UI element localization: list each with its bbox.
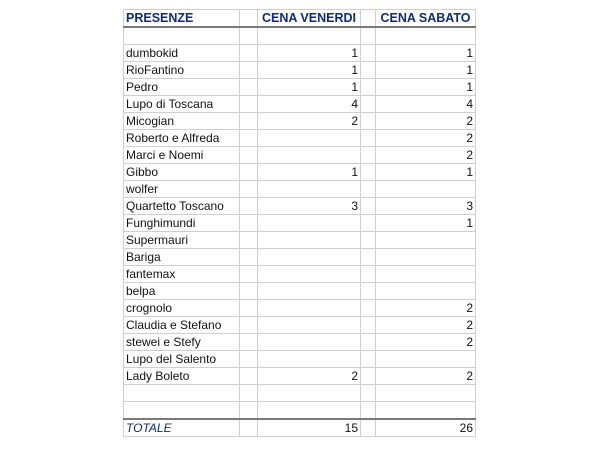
- empty-cell[interactable]: [258, 402, 361, 420]
- header-friday[interactable]: CENA VENERDI: [258, 10, 361, 28]
- empty-cell[interactable]: [240, 45, 258, 62]
- empty-cell[interactable]: [240, 266, 258, 283]
- saturday-count-cell[interactable]: 2: [376, 130, 476, 147]
- friday-count-cell[interactable]: [258, 215, 361, 232]
- table-row: [124, 232, 476, 249]
- empty-cell[interactable]: [240, 198, 258, 215]
- empty-cell[interactable]: [240, 215, 258, 232]
- empty-cell[interactable]: [361, 181, 376, 198]
- empty-cell[interactable]: [361, 266, 376, 283]
- table-row: [124, 300, 476, 317]
- empty-cell[interactable]: [240, 164, 258, 181]
- table-row: [124, 317, 476, 334]
- empty-cell[interactable]: [361, 113, 376, 130]
- guest-name-cell[interactable]: crognolo: [124, 300, 240, 317]
- guest-name-cell[interactable]: Pedro: [124, 79, 240, 96]
- guest-name-cell[interactable]: RioFantino: [124, 62, 240, 79]
- guest-name-cell[interactable]: Funghimundi: [124, 215, 240, 232]
- empty-cell[interactable]: [361, 10, 376, 28]
- empty-cell[interactable]: [361, 317, 376, 334]
- attendance-sheet: [123, 9, 476, 437]
- header-saturday[interactable]: CENA SABATO: [376, 10, 476, 28]
- empty-cell[interactable]: [240, 300, 258, 317]
- guest-name-cell[interactable]: Roberto e Alfreda: [124, 130, 240, 147]
- saturday-count-cell[interactable]: [376, 266, 476, 283]
- empty-cell[interactable]: [124, 27, 240, 45]
- empty-cell[interactable]: [361, 79, 376, 96]
- empty-cell[interactable]: [361, 130, 376, 147]
- saturday-count-cell[interactable]: [376, 232, 476, 249]
- guest-name-cell[interactable]: stewei e Stefy: [124, 334, 240, 351]
- guest-name-cell[interactable]: Claudia e Stefano: [124, 317, 240, 334]
- empty-cell[interactable]: [240, 232, 258, 249]
- saturday-count-cell[interactable]: 2: [376, 113, 476, 130]
- table-row: [124, 79, 476, 96]
- guest-name-cell[interactable]: Gibbo: [124, 164, 240, 181]
- saturday-count-cell[interactable]: [376, 249, 476, 266]
- blank-row: [124, 402, 476, 420]
- empty-cell[interactable]: [361, 283, 376, 300]
- empty-cell[interactable]: [240, 385, 258, 402]
- saturday-count-cell[interactable]: [376, 283, 476, 300]
- friday-total[interactable]: 15: [258, 419, 361, 437]
- saturday-count-cell[interactable]: 1: [376, 62, 476, 79]
- friday-count-cell[interactable]: [258, 334, 361, 351]
- saturday-count-cell[interactable]: [376, 181, 476, 198]
- friday-count-cell[interactable]: 2: [258, 113, 361, 130]
- table-row: [124, 351, 476, 368]
- empty-cell[interactable]: [240, 79, 258, 96]
- empty-cell[interactable]: [240, 402, 258, 420]
- guest-name-cell[interactable]: dumbokid: [124, 45, 240, 62]
- sheet-body: [124, 10, 476, 437]
- totals-row: [124, 419, 476, 437]
- empty-cell[interactable]: [376, 402, 476, 420]
- table-row: [124, 113, 476, 130]
- friday-count-cell[interactable]: [258, 232, 361, 249]
- empty-cell[interactable]: [124, 402, 240, 420]
- empty-cell[interactable]: [361, 249, 376, 266]
- empty-cell[interactable]: [240, 317, 258, 334]
- table-row: [124, 249, 476, 266]
- empty-cell[interactable]: [240, 249, 258, 266]
- empty-cell[interactable]: [124, 385, 240, 402]
- guest-name-cell[interactable]: Micogian: [124, 113, 240, 130]
- empty-cell[interactable]: [240, 419, 258, 437]
- empty-cell[interactable]: [258, 385, 361, 402]
- table-row: [124, 130, 476, 147]
- empty-cell[interactable]: [361, 402, 376, 420]
- empty-cell[interactable]: [240, 96, 258, 113]
- header-name[interactable]: PRESENZE: [124, 10, 240, 28]
- table-row: [124, 147, 476, 164]
- empty-cell[interactable]: [240, 10, 258, 28]
- blank-row: [124, 27, 476, 45]
- table-row: [124, 164, 476, 181]
- saturday-count-cell[interactable]: [376, 351, 476, 368]
- empty-cell[interactable]: [361, 215, 376, 232]
- empty-cell[interactable]: [258, 27, 361, 45]
- friday-count-cell[interactable]: [258, 181, 361, 198]
- saturday-count-cell[interactable]: 1: [376, 45, 476, 62]
- friday-count-cell[interactable]: 4: [258, 96, 361, 113]
- empty-cell[interactable]: [361, 368, 376, 385]
- empty-cell[interactable]: [240, 130, 258, 147]
- table-row: [124, 334, 476, 351]
- saturday-count-cell[interactable]: 2: [376, 368, 476, 385]
- empty-cell[interactable]: [361, 334, 376, 351]
- guest-name-cell[interactable]: Lupo di Toscana: [124, 96, 240, 113]
- table-row: [124, 45, 476, 62]
- table-row: [124, 215, 476, 232]
- empty-cell[interactable]: [361, 164, 376, 181]
- table-row: [124, 368, 476, 385]
- saturday-count-cell[interactable]: 1: [376, 215, 476, 232]
- guest-name-cell[interactable]: Lupo del Salento: [124, 351, 240, 368]
- saturday-count-cell[interactable]: 1: [376, 79, 476, 96]
- table-row: [124, 283, 476, 300]
- empty-cell[interactable]: [361, 96, 376, 113]
- saturday-count-cell[interactable]: 2: [376, 317, 476, 334]
- friday-count-cell[interactable]: 3: [258, 198, 361, 215]
- empty-cell[interactable]: [361, 45, 376, 62]
- table-row: [124, 96, 476, 113]
- guest-name-cell[interactable]: belpa: [124, 283, 240, 300]
- totals-label[interactable]: TOTALE: [124, 419, 240, 437]
- empty-cell[interactable]: [361, 198, 376, 215]
- table-row: [124, 181, 476, 198]
- empty-cell[interactable]: [361, 351, 376, 368]
- empty-cell[interactable]: [240, 113, 258, 130]
- friday-count-cell[interactable]: 2: [258, 368, 361, 385]
- empty-cell[interactable]: [240, 147, 258, 164]
- empty-cell[interactable]: [240, 283, 258, 300]
- saturday-count-cell[interactable]: 3: [376, 198, 476, 215]
- friday-count-cell[interactable]: [258, 317, 361, 334]
- empty-cell[interactable]: [240, 181, 258, 198]
- guest-name-cell[interactable]: fantemax: [124, 266, 240, 283]
- friday-count-cell[interactable]: [258, 249, 361, 266]
- empty-cell[interactable]: [361, 27, 376, 45]
- empty-cell[interactable]: [361, 300, 376, 317]
- saturday-count-cell[interactable]: 2: [376, 300, 476, 317]
- friday-count-cell[interactable]: [258, 283, 361, 300]
- friday-count-cell[interactable]: [258, 266, 361, 283]
- saturday-count-cell[interactable]: 4: [376, 96, 476, 113]
- friday-count-cell[interactable]: [258, 147, 361, 164]
- saturday-total[interactable]: 26: [376, 419, 476, 437]
- empty-cell[interactable]: [240, 27, 258, 45]
- friday-count-cell[interactable]: 1: [258, 45, 361, 62]
- guest-name-cell[interactable]: Lady Boleto: [124, 368, 240, 385]
- empty-cell[interactable]: [240, 62, 258, 79]
- saturday-count-cell[interactable]: 2: [376, 334, 476, 351]
- table-row: [124, 62, 476, 79]
- table-row: [124, 266, 476, 283]
- blank-row: [124, 385, 476, 402]
- empty-cell[interactable]: [376, 385, 476, 402]
- empty-cell[interactable]: [361, 147, 376, 164]
- guest-name-cell[interactable]: Quartetto Toscano: [124, 198, 240, 215]
- guest-name-cell[interactable]: Bariga: [124, 249, 240, 266]
- empty-cell[interactable]: [361, 385, 376, 402]
- saturday-count-cell[interactable]: 2: [376, 147, 476, 164]
- guest-name-cell[interactable]: Supermauri: [124, 232, 240, 249]
- empty-cell[interactable]: [361, 62, 376, 79]
- friday-count-cell[interactable]: 1: [258, 164, 361, 181]
- friday-count-cell[interactable]: [258, 130, 361, 147]
- empty-cell[interactable]: [361, 232, 376, 249]
- empty-cell[interactable]: [376, 27, 476, 45]
- empty-cell[interactable]: [240, 368, 258, 385]
- table-row: [124, 198, 476, 215]
- saturday-count-cell[interactable]: 1: [376, 164, 476, 181]
- empty-cell[interactable]: [240, 334, 258, 351]
- friday-count-cell[interactable]: [258, 351, 361, 368]
- friday-count-cell[interactable]: [258, 300, 361, 317]
- empty-cell[interactable]: [361, 419, 376, 437]
- header-row: [124, 10, 476, 28]
- guest-name-cell[interactable]: Marci e Noemi: [124, 147, 240, 164]
- friday-count-cell[interactable]: 1: [258, 62, 361, 79]
- friday-count-cell[interactable]: 1: [258, 79, 361, 96]
- empty-cell[interactable]: [240, 351, 258, 368]
- guest-name-cell[interactable]: wolfer: [124, 181, 240, 198]
